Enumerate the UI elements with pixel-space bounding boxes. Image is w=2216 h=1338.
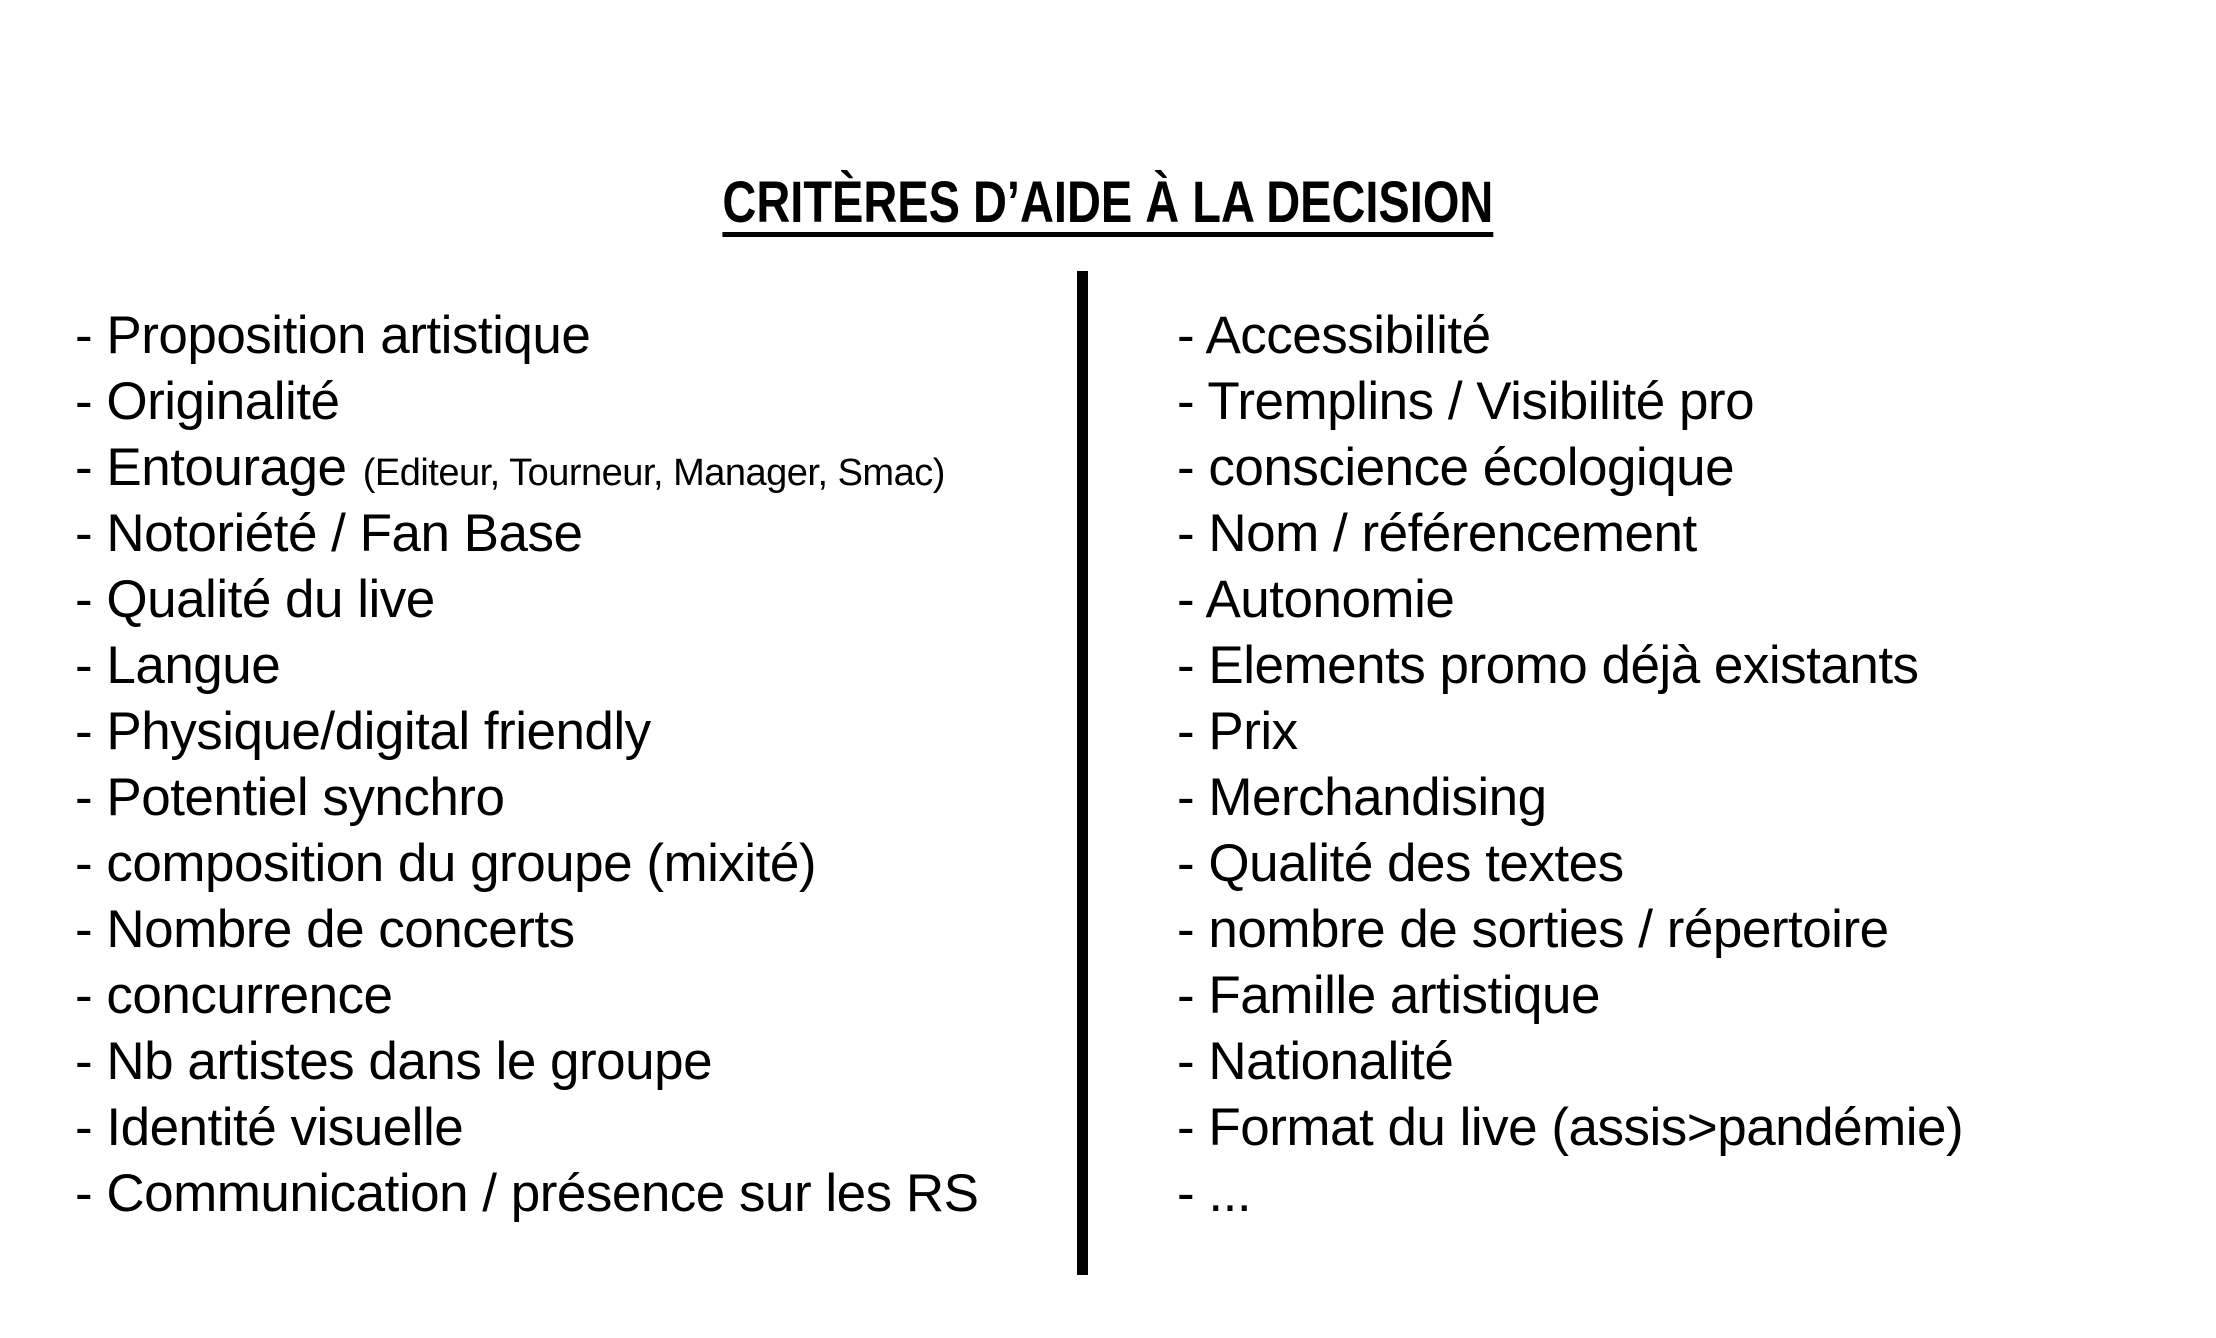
list-item — [75, 567, 978, 633]
list-item-label: - concurrence — [75, 966, 393, 1025]
list-item-label: - ... — [1177, 1164, 1252, 1223]
column-divider — [1077, 271, 1088, 1275]
list-item — [75, 897, 978, 963]
list-item-label: - Format du live (assis>pandémie) — [1177, 1098, 1964, 1157]
list-item — [1177, 435, 1963, 501]
list-item — [75, 1029, 978, 1095]
list-item-label: - Merchandising — [1177, 768, 1547, 827]
list-item-label: - Accessibilité — [1177, 306, 1491, 365]
page-title: CRITÈRES D’AIDE À LA DECISION — [722, 170, 1494, 235]
list-item — [1177, 501, 1963, 567]
list-item-label: - conscience écologique — [1177, 438, 1735, 497]
list-item — [75, 699, 978, 765]
criteria-list-left — [75, 303, 978, 1227]
list-item — [75, 303, 978, 369]
list-item-label: - Langue — [75, 636, 281, 695]
list-item-label: - Notoriété / Fan Base — [75, 504, 583, 563]
list-item — [75, 435, 978, 501]
list-item-label: - Autonomie — [1177, 570, 1455, 629]
list-item-label: - composition du groupe (mixité) — [75, 834, 817, 893]
list-item — [75, 369, 978, 435]
list-item-label: - Entourage — [75, 438, 361, 497]
list-item-label: - Communication / présence sur les RS — [75, 1164, 979, 1223]
list-item — [1177, 369, 1963, 435]
list-item — [1177, 963, 1963, 1029]
list-item-label: - Famille artistique — [1177, 966, 1600, 1025]
list-item — [1177, 897, 1963, 963]
list-item — [1177, 303, 1963, 369]
list-item-label: - Qualité du live — [75, 570, 435, 629]
list-item-label: - Nationalité — [1177, 1032, 1454, 1091]
list-item — [75, 1161, 978, 1227]
list-item-label: - Physique/digital friendly — [75, 702, 651, 761]
criteria-list-right — [1177, 303, 1963, 1227]
list-item — [1177, 765, 1963, 831]
list-item — [75, 831, 978, 897]
title-wrap — [0, 168, 2216, 253]
list-item-label: - Qualité des textes — [1177, 834, 1624, 893]
list-item-label: - Nom / référencement — [1177, 504, 1697, 563]
list-item — [1177, 633, 1963, 699]
list-item — [75, 633, 978, 699]
list-item — [1177, 1161, 1963, 1227]
list-item — [1177, 1029, 1963, 1095]
list-item-label: - Elements promo déjà existants — [1177, 636, 1919, 695]
list-item — [1177, 699, 1963, 765]
list-item-label: - Potentiel synchro — [75, 768, 505, 827]
list-item — [75, 765, 978, 831]
list-item — [1177, 831, 1963, 897]
list-item-label: - Nb artistes dans le groupe — [75, 1032, 713, 1091]
list-item-label: - Nombre de concerts — [75, 900, 575, 959]
list-item-label: - nombre de sorties / répertoire — [1177, 900, 1889, 959]
list-item — [75, 963, 978, 1029]
list-item-label: - Tremplins / Visibilité pro — [1177, 372, 1755, 431]
list-item-label: - Prix — [1177, 702, 1298, 761]
list-item-label: - Identité visuelle — [75, 1098, 464, 1157]
list-item-note: (Editeur, Tourneur, Manager, Smac) — [362, 452, 945, 494]
list-item-label: - Originalité — [75, 372, 340, 431]
list-item-label: - Proposition artistique — [75, 306, 591, 365]
list-item — [1177, 567, 1963, 633]
list-item — [75, 1095, 978, 1161]
list-item — [1177, 1095, 1963, 1161]
list-item — [75, 501, 978, 567]
